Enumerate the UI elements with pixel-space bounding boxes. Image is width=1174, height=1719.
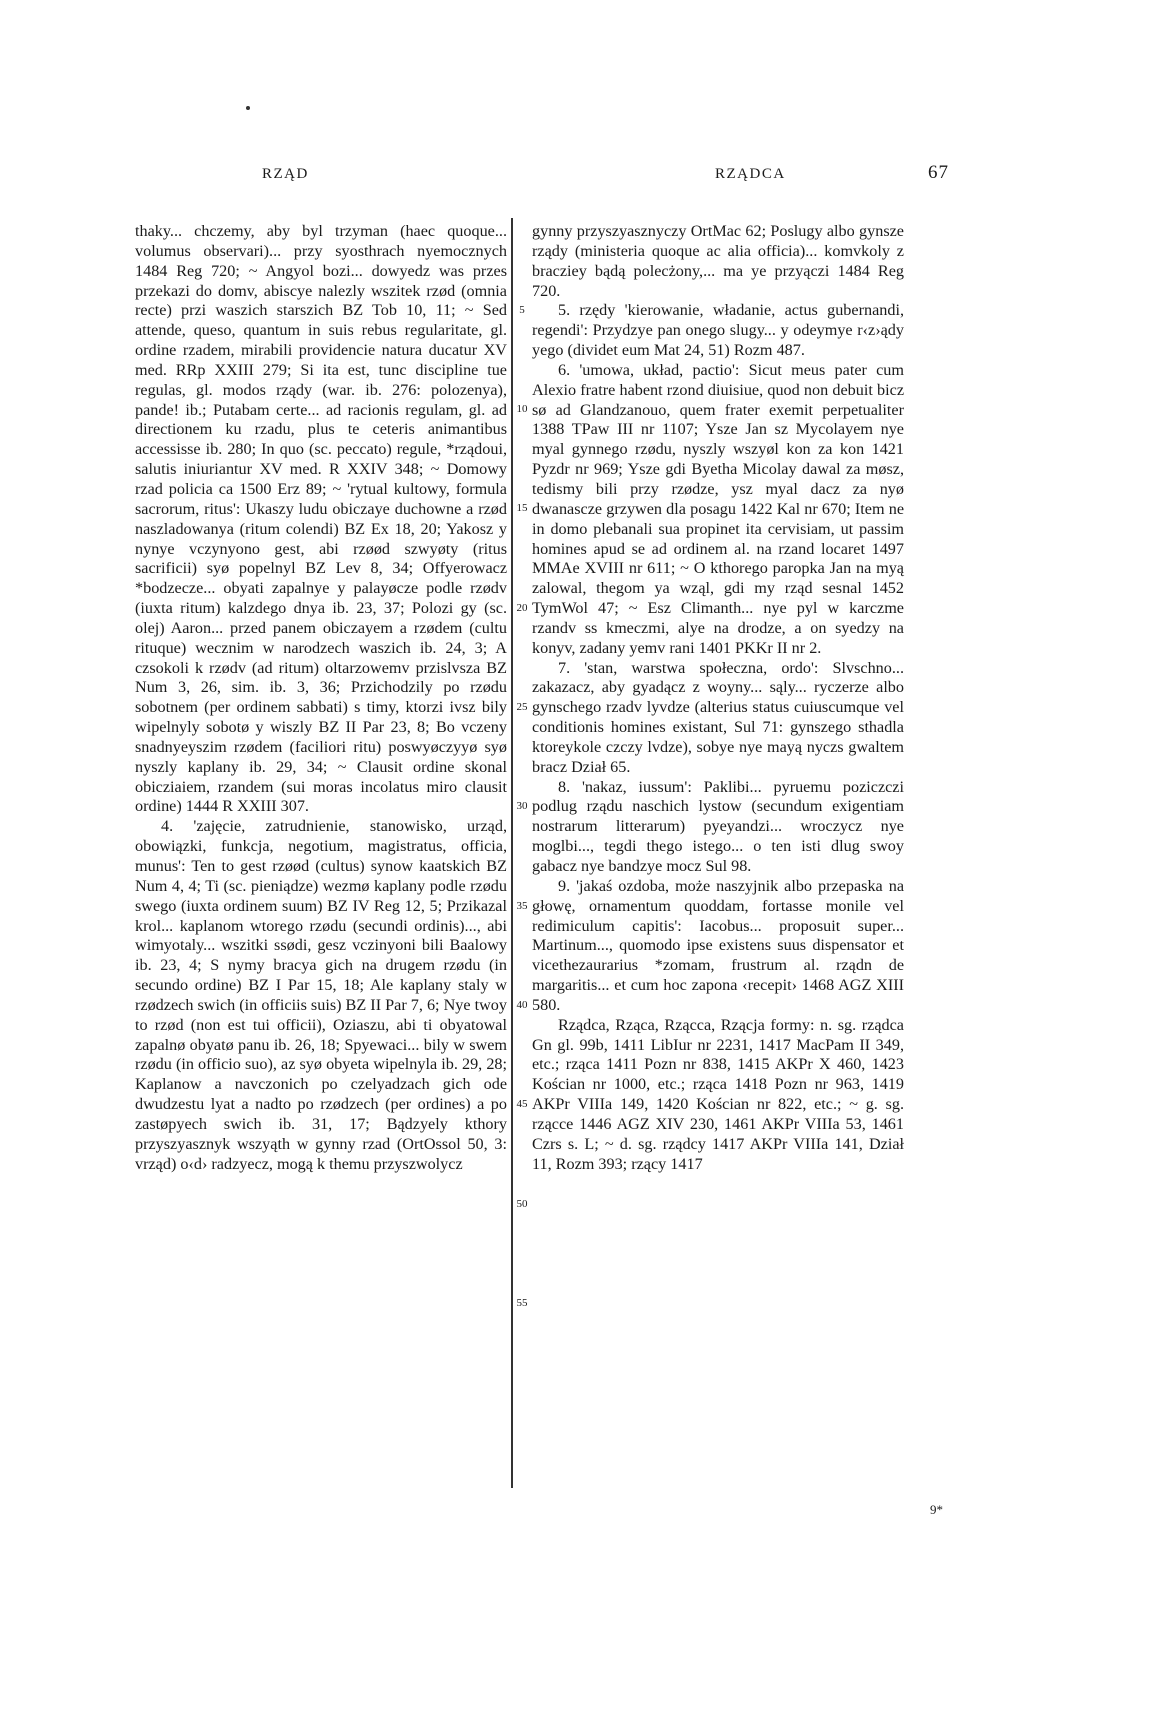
- line-number: 20: [516, 602, 528, 614]
- entry-headword-paragraph: Rządca, Rząca, Rzącca, Rzącja formy: n. sg. rządca Gn gl. 99b, 1411 LibIur nr 2231, 1417 MacPam II 349, etc.; rząca 1411 Pozn nr 838, 1415 AKPr X 460, 1423 Kościan nr 1000, etc.; rząca 1418 Pozn nr 963, 1419 AKPr VIIIa 149, 1420 Kościan nr 822, etc.; ~ g. sg. rzącce 1446 AGZ XIV 230, 1461 AKPr VIIIa 53, 1461 Czrs s. L; ~ d. sg. rządcy 1417 AKPr VIIIa 141, Dział 11, Rozm 393; rzący 1417: [532, 1015, 904, 1173]
- entry-paragraph: 7. 'stan, warstwa społeczna, ordo': Slvschno... zakazacz, aby gyadącz z woyny... sąly... ryczerze albo gynschego rzadv lyvdze (alterius status cuiuscumque vel conditionis homines existant, Sul 71: gynszego sthadla ktoreykole czczy lvdze), sobye nye mayą nyczs gwaltem bracz Dział 65.: [532, 658, 904, 776]
- entry-paragraph: 9. 'jakaś ozdoba, może naszyjnik albo przepaska na głowę, ornamentum quoddam, fortasse monile vel redimiculum capitis': Iacobus... proposuit super... Martinum..., quomodo ipse existens suus dispensator et vicethezaurarius *zomam, frustrum al. rządn de margaritis... et cum hoc zapona ‹recepit› 1468 AGZ XIII 580.: [532, 876, 904, 1014]
- entry-paragraph: 6. 'umowa, układ, pactio': Sicut meus pater cum Alexio fratre habent rzond diuisiue, quod non debuit bicz sø ad Glandzanouo, quem frater exemit perpetualiter 1388 TPaw III nr 1107; Ysze Jan sz Mycolayem nye myal gynnego rzødu, nyszly wszyøl kon za kon 1421 Pyzdr nr 969; Ysze gdi Byetha Micolay dawal za møsz, tedismy bili przy rzødze, ysz myal dacz za nyø dwanascze grzywen dla posagu 1422 Kal nr 670; Item ne in domo plebanali sua propinet ita cervisiam, ut passim homines apud se ad ordinem al. na rzand locaret 1497 MMAe XVIII nr 611; ~ O kthorego paropka Jan na myą zalowal, thegom ya wząl, gdi my rząd sesnal 1452 TymWol 47; ~ Esz Climanth... nye pyl w karczme rzandv ss kmeczmi, alye na drodze, a on syedzy na konyv, zadany yemv rani 1401 PKKr II nr 2.: [532, 360, 904, 657]
- line-number: 25: [516, 701, 528, 713]
- entry-paragraph: thaky... chczemy, aby byl trzyman (haec quoque... volumus observari)... przy syosthrach nyemocznych 1484 Reg 720; ~ Angyol bozi... dowyedz was przes przekazi do domv, abiscye nalezly wszitek rzød (omnia recte) przi waszich starszich BZ Tob 10, 11; ~ Sed attende, queso, quantum in suis rebus regularitate, gl. ordine rzadem, mirabili providencie natura ducatur XV med. RRp XXIII 279; Si ita est, tunc discipline tue regulas, gl. modos rządy (war. ib. 276: polozenya), pande! ib.; Putabam certe... ad racionis regulam, gl. ad directionem ku rzadu, plus te ceteris animantibus accessisse ib. 280; In quo (sc. peccato) regule, *rządoui, salutis iniuriantur XV med. R XXIV 348; ~ Domowy rzad policia ca 1500 Erz 89; ~ 'rytual kultowy, formula sacrorum, ritus': Ukaszy ludu obiczaye duchowne a rzød naszladowanya (ritum colendi) BZ Ex 18, 20; Yakosz y nynye vczynyono gest, abi rzøød szwyøty (ritus sacrificii) syø popelnyl BZ Lev 8, 34; Offyerowacz *bodzecze... obyati zapalnye y palayøcze podle rzødv (iuxta ritum) kalzdego dnya ib. 23, 37; Polozi gy (sc. olej) Aaron... przed panem obiczayem a rzødem (cultu rituque) wecznim w narodzech waszich ib. 24, 3; A czsokoli k rzødv (ad ritum) oltarzowemv przislvsza BZ Num 3, 26, sim. ib. 3, 36; Przichodzily po rzødu sobotnem (per ordinem sabbati) s timy, ktorzi ivsz bily wipelnyly sobotø y wiszly BZ II Par 23, 8; Bo vczeny snadnyeyszim rzødem (faciliori ritu) poswyøczyyø syø nyszly kaplany ib. 29, 34; ~ Clausit ordine skonal obicziaiem, rzandem (sui moras incolatus miro clausit ordine) 1444 R XXIII 307.: [135, 222, 507, 816]
- ink-dot: [246, 106, 250, 110]
- running-head-right: RZĄDCA: [715, 166, 786, 182]
- running-head-left: RZĄD: [262, 166, 309, 182]
- entry-paragraph: 4. 'zajęcie, zatrudnienie, stanowisko, urząd, obowiązki, funkcja, negotium, magistratus, officia, munus': Ten to gest rzøød (cultus) synow kaatskich BZ Num 4, 4; Ti (sc. pieniądze) wezmø kaplany podle rzødu swego (iuxta ordinem suum) BZ IV Reg 12, 5; Przikazal krol... kaplanom wtorego rzødu (secundi ordinis)..., abi wimyotaly... wszitki ssødi, gesz vczinyoni bili Baalowy ib. 23, 4; S nymy bracya gich na drugem rzødu (in secundo ordine) BZ I Par 15, 18; Ale kaplany staly w rzødzech swich (in officiis suis) BZ II Par 7, 6; Nye twoy to rzød (non est tui officii), Oziaszu, abi ti obyatowal zapalnø obyatø panu ib. 26, 18; Spyewaci... bily w swem rzødu (in officio suo), az syø obyeta wipelnyla ib. 29, 28; Kaplanow a navczonich po czelyadzach gich ode dwudzestu lyat a nadto po rzødzech (per ordines) a po zastøpyech swich ib. 31, 17; Bądzyely kthory przyszyasznyk wszyąth w gynny rzad (OrtOssol 50, 3: vrząd) o‹d› radzyecz, mogą k themu przyszwolycz: [135, 817, 507, 1173]
- page-number: 67: [928, 162, 949, 183]
- line-number: 50: [516, 1198, 528, 1210]
- signature-mark: 9*: [930, 1502, 943, 1517]
- entry-paragraph: 8. 'nakaz, iussum': Paklibi... pyruemu poziczczi podlug rządu naschich lystow (secundum exigentiam nostrarum litterarum) pyeyandzi... wroczycz nye moglbi..., tegdi thego istego... o ten isti dlug swoy gabacz nye bandzye mocz Sul 98.: [532, 777, 904, 875]
- entry-paragraph: 5. rzędy 'kierowanie, władanie, actus gubernandi, regendi': Przydzye pan onego slugy... y odeymye r‹z›ądy yego (dividet eum Mat 24, 51) Rozm 487.: [532, 301, 904, 360]
- entry-paragraph: gynny przyszyasznyczy OrtMac 62; Poslugy albo gynsze rządy (ministeria quoque ac alia officia)... komvkoly z bracziey bądą polecżony,... ma ye przyączi 1484 Reg 720.: [532, 222, 904, 300]
- line-number: 10: [516, 403, 528, 415]
- line-number: 15: [516, 502, 528, 514]
- line-number: 40: [516, 999, 528, 1011]
- line-number: 55: [516, 1297, 528, 1309]
- left-column: [135, 222, 507, 1175]
- line-number: 35: [516, 900, 528, 912]
- right-column: [532, 222, 904, 1175]
- line-number: 45: [516, 1098, 528, 1110]
- line-number: 5: [519, 304, 525, 316]
- line-number: 30: [516, 800, 528, 812]
